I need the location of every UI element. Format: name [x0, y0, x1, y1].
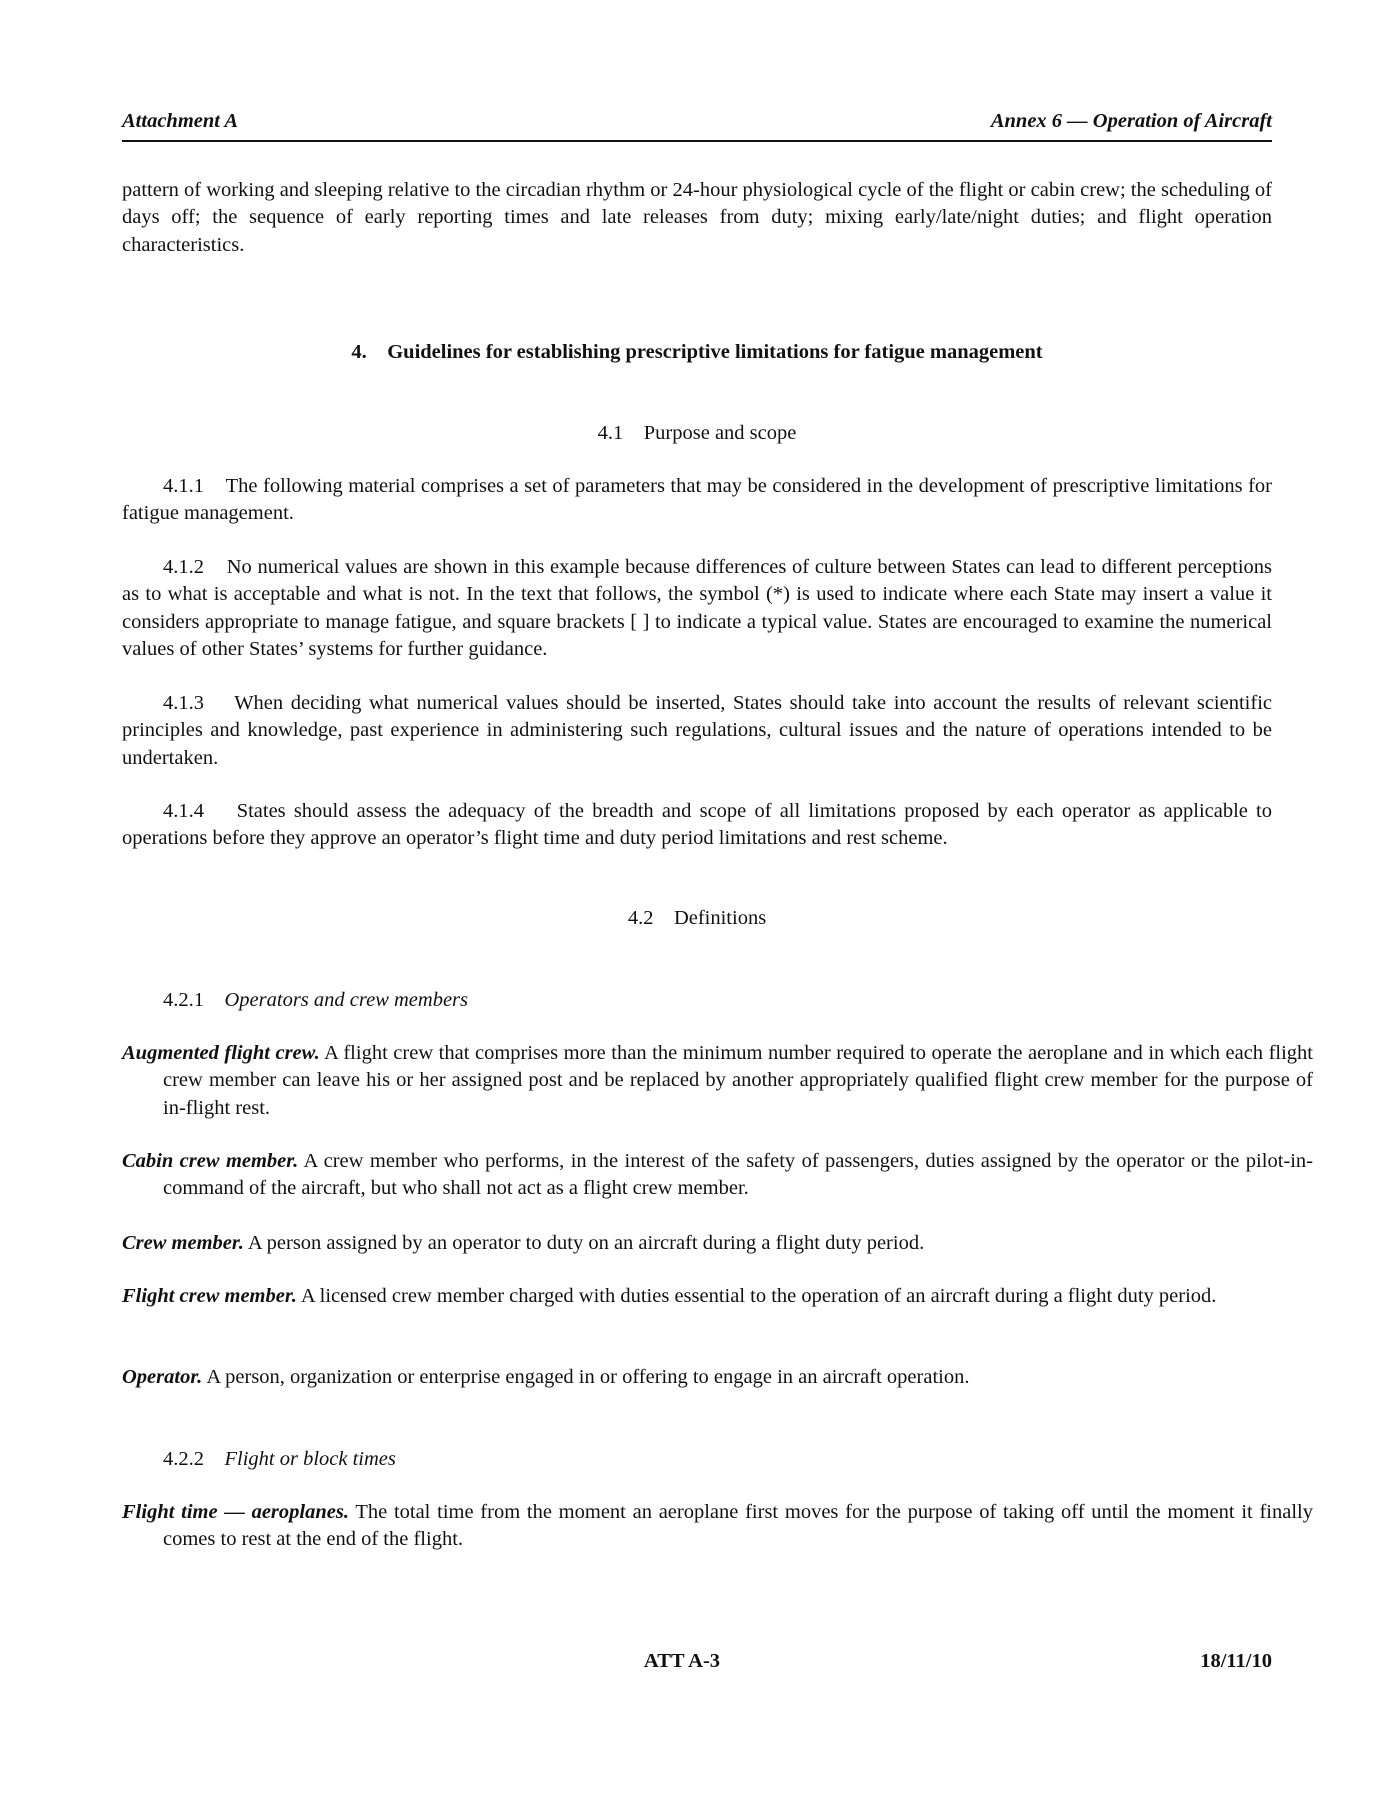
definition — [122, 1283, 1313, 1310]
section-4-2-1-heading — [122, 987, 1272, 1014]
paragraph-4-1-1 — [122, 473, 1272, 528]
para-number: 4.1.2 — [163, 556, 204, 578]
definition — [122, 1364, 1313, 1391]
section-title: Purpose and scope — [643, 422, 797, 444]
definition-text: A person, organization or enterprise engaged in or offering to engage in an aircraft operation. — [206, 1366, 970, 1388]
section-number: 4. — [351, 341, 367, 363]
definition — [122, 1499, 1313, 1554]
definition-term: Crew member. — [122, 1232, 244, 1254]
para-text: States should assess the adequacy of the breadth and scope of all limitations proposed by each operator as applicable to operations before they approve an operator’s flight time and duty period limitations and rest scheme. — [122, 800, 1272, 850]
section-title: Flight or block times — [224, 1448, 396, 1470]
paragraph-4-1-2 — [122, 554, 1272, 663]
definition-text: A flight crew that comprises more than the minimum number required to operate the aeroplane and in which each flight crew member can leave his or her assigned post and be replaced by another appropriately qualified flight crew member for the purpose of in-flight rest. — [163, 1042, 1314, 1119]
section-4-2-heading — [122, 905, 1272, 932]
page-number: ATT A-3 — [643, 1650, 721, 1672]
section-number: 4.2.1 — [163, 989, 204, 1011]
definition-term: Cabin crew member. — [122, 1150, 299, 1172]
section-4-1-heading — [122, 420, 1272, 447]
paragraph-4-1-4 — [122, 798, 1272, 853]
section-number: 4.1 — [597, 422, 624, 444]
intro-paragraph: pattern of working and sleeping relative to the circadian rhythm or 24-hour physiological cycle of the flight or cabin crew; the scheduling of days off; the sequence of early reporting times and late releases from duty; mixing early/late/night duties; and flight operation characteristics. — [122, 179, 1272, 256]
definition-term: Flight time — aeroplanes. — [122, 1501, 349, 1523]
section-number: 4.2 — [627, 907, 654, 929]
paragraph-4-1-3 — [122, 690, 1272, 772]
page-footer — [122, 1648, 1272, 1675]
para-number: 4.1.1 — [163, 475, 204, 497]
para-number: 4.1.4 — [163, 800, 204, 822]
definition-text: A person assigned by an operator to duty on an aircraft during a flight duty period. — [247, 1232, 925, 1254]
definition-term: Operator. — [122, 1366, 203, 1388]
section-title: Guidelines for establishing prescriptive limitations for fatigue management — [387, 341, 1043, 363]
para-text: When deciding what numerical values should be inserted, States should take into account the results of relevant scientific principles and knowledge, past experience in administering such regulations, cultural issues and the nature of operations intended to be undertaken. — [122, 692, 1272, 769]
definition — [122, 1148, 1313, 1203]
section-4-2-2-heading — [122, 1446, 1272, 1473]
definition-term: Augmented flight crew. — [122, 1042, 320, 1064]
section-4-heading — [122, 339, 1272, 366]
definition-term: Flight crew member. — [122, 1285, 297, 1307]
header-left: Attachment A — [122, 110, 238, 132]
para-text: No numerical values are shown in this example because differences of culture between States can lead to different perceptions as to what is acceptable and what is not. In the text that follows, the symbol (*) is used to indicate where each State may insert a value it considers appropriate to manage fatigue, and square brackets [ ] to indicate a typical value. States are encouraged to examine the numerical values of other States’ systems for further guidance. — [122, 556, 1272, 660]
section-title: Operators and crew members — [224, 989, 469, 1011]
definition-text: The total time from the moment an aeroplane first moves for the purpose of taking off until the moment it finally comes to rest at the end of the flight. — [163, 1501, 1313, 1551]
definition-text: A crew member who performs, in the interest of the safety of passengers, duties assigned by the operator or the pilot-in-command of the aircraft, but who shall not act as a flight crew member. — [163, 1150, 1313, 1200]
definition — [122, 1230, 1313, 1257]
para-text: The following material comprises a set of parameters that may be considered in the development of prescriptive limitations for fatigue management. — [122, 475, 1272, 525]
header-right: Annex 6 — Operation of Aircraft — [990, 110, 1272, 132]
page-header — [122, 108, 1272, 142]
section-number: 4.2.2 — [163, 1448, 204, 1470]
footer-date: 18/11/10 — [1200, 1650, 1272, 1672]
para-number: 4.1.3 — [163, 692, 204, 714]
definition-text: A licensed crew member charged with duties essential to the operation of an aircraft during a flight duty period. — [300, 1285, 1217, 1307]
definition — [122, 1040, 1313, 1122]
section-title: Definitions — [673, 907, 767, 929]
